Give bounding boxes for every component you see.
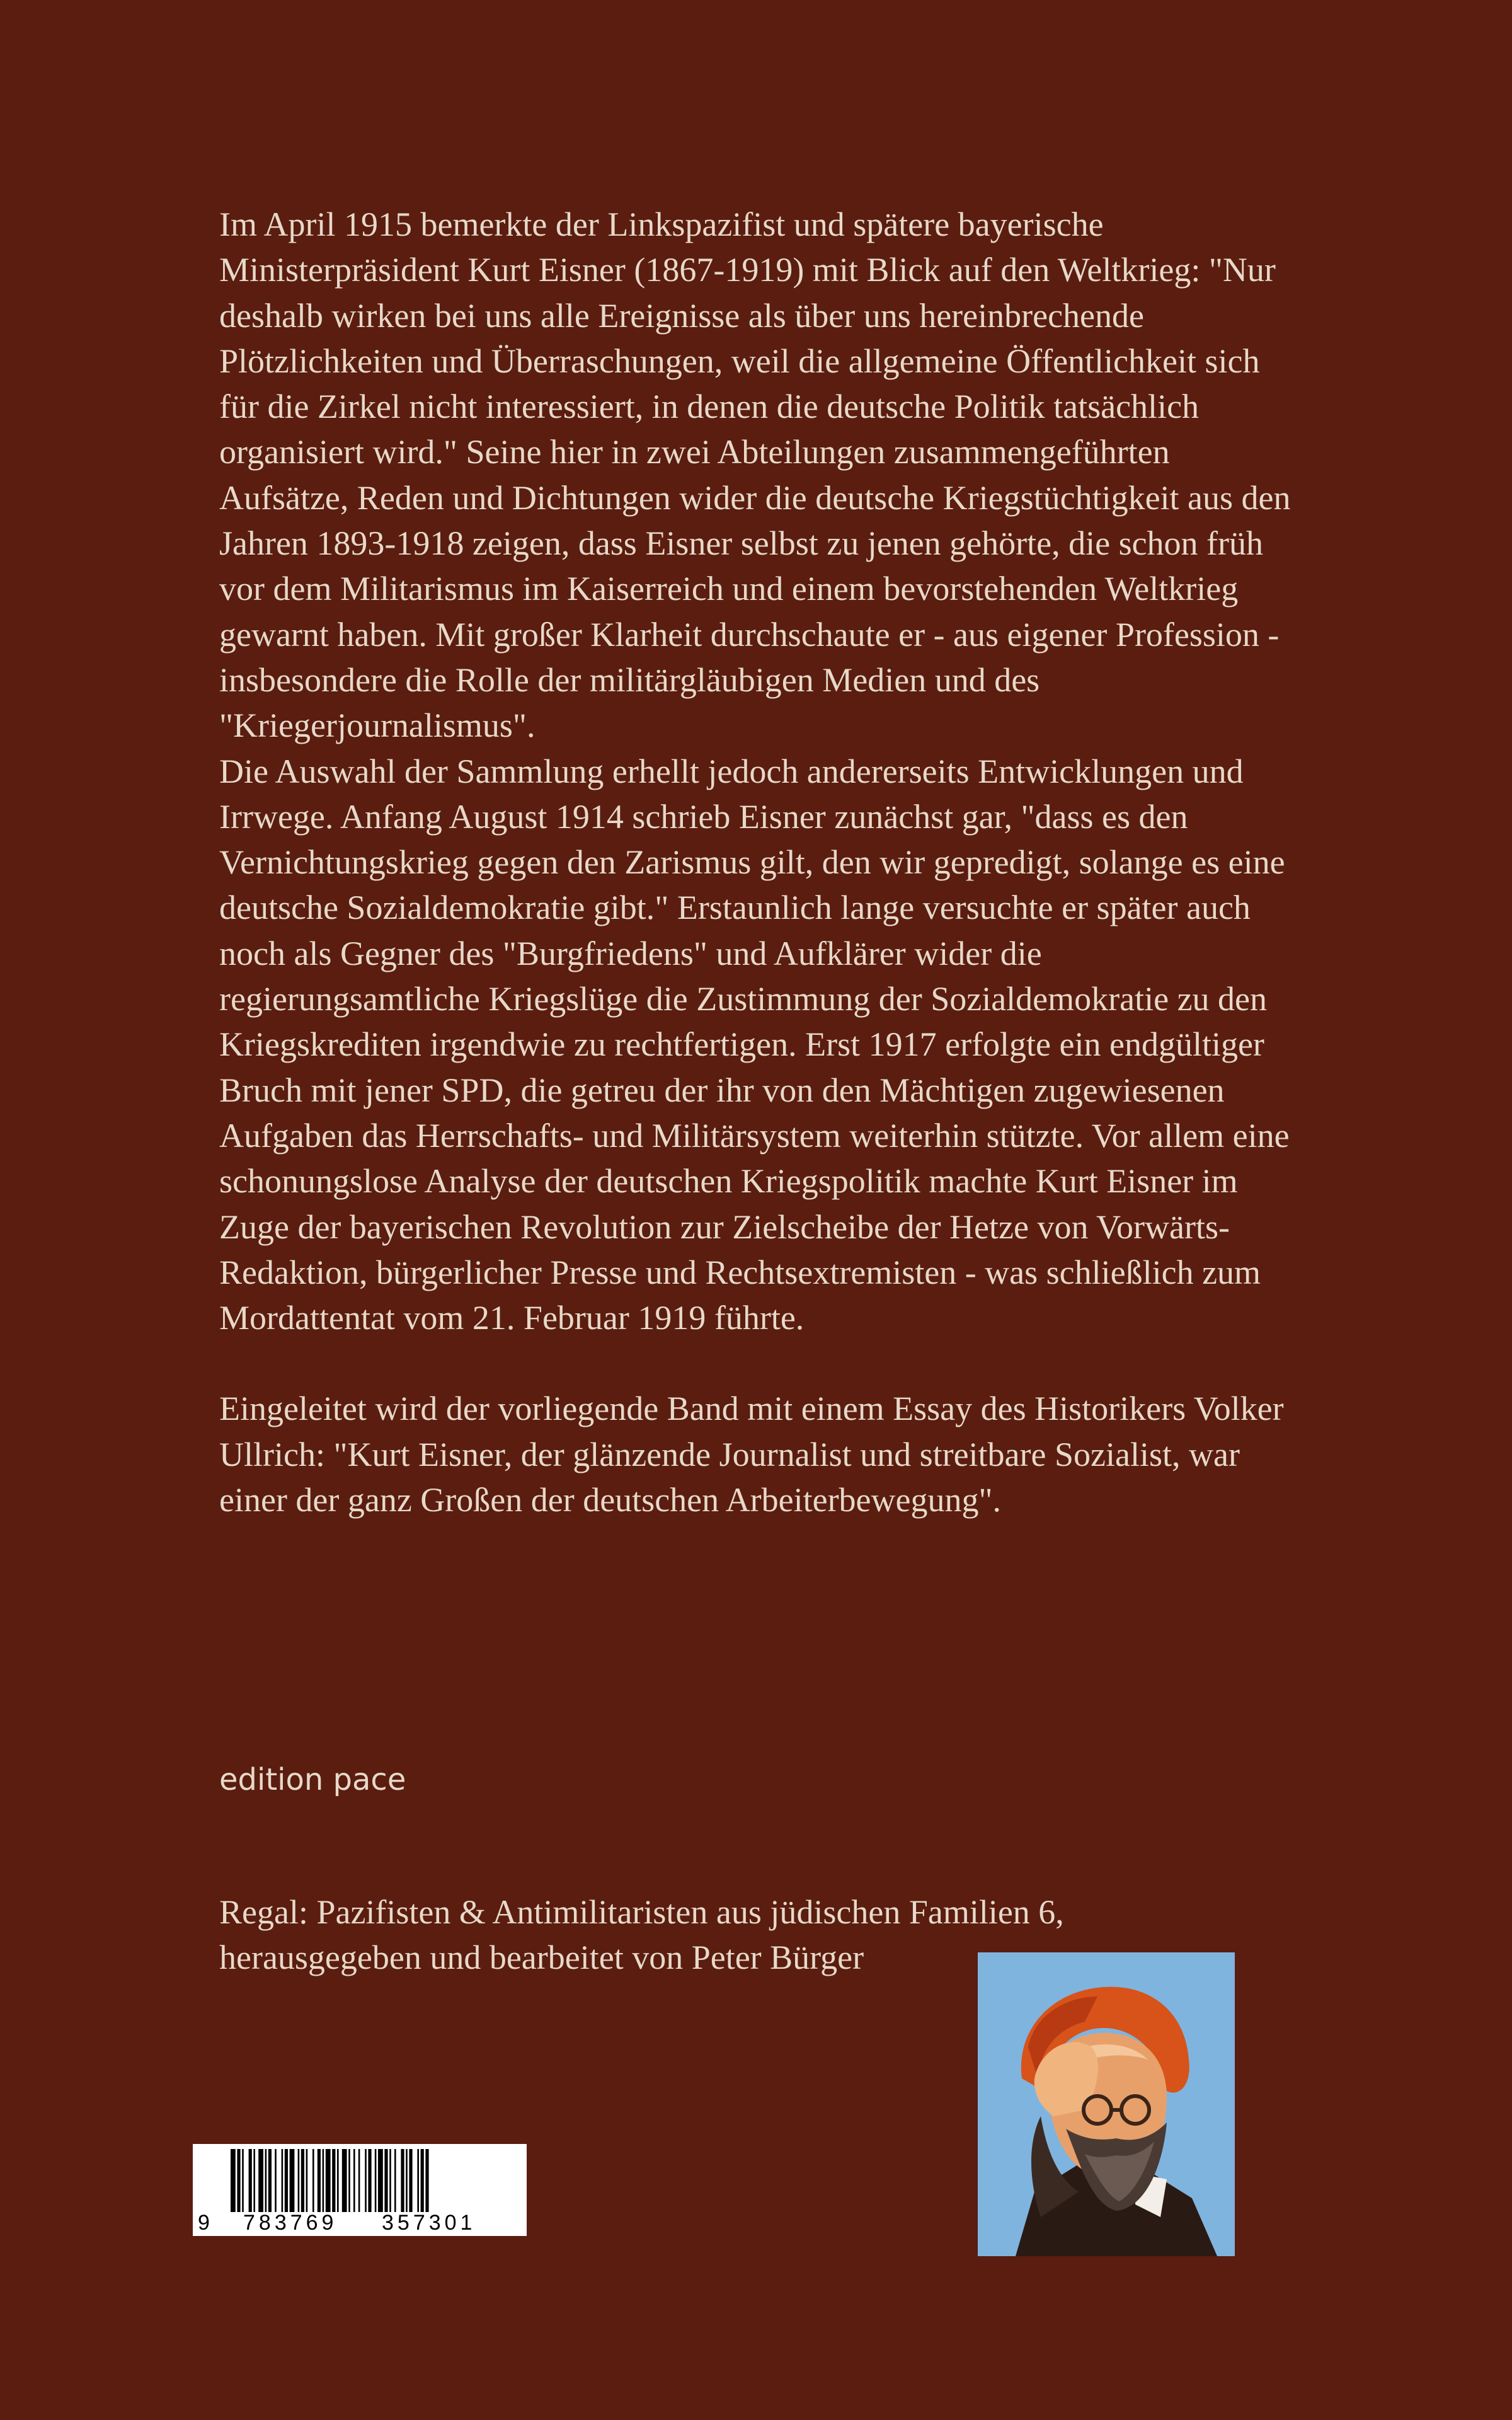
- barcode-bar: [348, 2149, 350, 2212]
- barcode-bar: [285, 2149, 288, 2212]
- barcode-bar: [265, 2149, 267, 2212]
- barcode-bar: [401, 2149, 404, 2212]
- barcode-bar: [268, 2149, 272, 2212]
- series-line-1: Regal: Pazifisten & Antimilitaristen aus jüdischen Familien 6,: [219, 1893, 1064, 1931]
- barcode-bar: [406, 2149, 408, 2212]
- barcode-bar: [301, 2149, 304, 2212]
- publisher-name: edition pace: [219, 1762, 406, 1797]
- author-portrait: [978, 1952, 1235, 2256]
- blurb-paragraph-2: Die Auswahl der Sammlung erhellt jedoch andererseits Entwicklungen und Irrwege. Anfang August 1914 schrieb Eisner zunächst gar, "dass es den Vernichtungskrieg gegen den Zarismus gilt, den wir gepredigt, solange es eine deutsche Sozialdemokratie gibt." Erstaunlich lange versuchte er später auch noch als Gegner des "Burgfriedens" und Aufklärer wider die regierungsamtliche Kriegslüge die Zustimmung der Sozialdemokratie zu den Kriegskrediten irgendwie zu rechtfertigen. Erst 1917 erfolgte ein endgültiger Bruch mit jener SPD, die getreu der ihr von den Mächtigen zugewiesenen Aufgaben das Herrschafts- und Militärsystem weiterhin stützte. Vor allem eine schonungslose Analyse der deutschen Kriegspolitik machte Kurt Eisner im Zuge der bayerischen Revolution zur Zielscheibe der Hetze von Vorwärts-Redaktion, bürgerlicher Presse und Rechtsextremisten - was schließlich zum Mordattentat vom 21. Februar 1919 führte.: [219, 752, 1290, 1337]
- barcode-bar: [378, 2149, 383, 2212]
- isbn-barcode: [193, 2144, 527, 2236]
- barcode-bar: [275, 2149, 277, 2212]
- barcode-bar: [253, 2149, 255, 2212]
- barcode-bar: [368, 2149, 371, 2212]
- barcode-bar: [384, 2149, 387, 2212]
- barcode-bar: [358, 2149, 360, 2212]
- portrait-illustration: [978, 1952, 1235, 2256]
- barcode-bar: [417, 2149, 419, 2212]
- barcode-bar: [337, 2149, 339, 2212]
- barcode-bar: [237, 2149, 240, 2212]
- barcode-bar: [298, 2149, 300, 2212]
- barcode-bar: [306, 2149, 308, 2212]
- blurb-text: [219, 202, 1303, 1523]
- barcode-bar: [375, 2149, 377, 2212]
- barcode-bar: [290, 2149, 295, 2212]
- barcode-bar: [231, 2149, 236, 2212]
- barcode-bar: [342, 2149, 347, 2212]
- barcode-bar: [425, 2149, 428, 2212]
- barcode-bar: [421, 2149, 424, 2212]
- barcode-bar: [258, 2149, 263, 2212]
- barcode-bar: [312, 2149, 314, 2212]
- series-line-2: herausgegeben und bearbeitet von Peter Bürger: [219, 1939, 864, 1977]
- barcode-bar: [353, 2149, 355, 2212]
- barcode-right-digits: 357301: [382, 2211, 476, 2235]
- barcode-bar: [242, 2149, 244, 2212]
- barcode-bar: [323, 2149, 324, 2212]
- barcode-bar: [365, 2149, 367, 2212]
- barcode-bar: [318, 2149, 321, 2212]
- barcode-bar: [282, 2149, 284, 2212]
- barcode-left-digits: 783769: [243, 2211, 338, 2235]
- barcode-first-digit: 9: [198, 2211, 210, 2235]
- barcode-graphic: [193, 2144, 527, 2236]
- blurb-paragraph-1: Im April 1915 bemerkte der Linkspazifist und spätere bayerische Ministerpräsident Kurt Eisner (1867-1919) mit Blick auf den Weltkrieg: "Nur deshalb wirken bei uns alle Ereignisse als über uns hereinbrechende Plötzlichkeiten und Überraschungen, weil die allgemeine Öffentlichkeit sich für die Zirkel nicht interessiert, in denen die deutsche Politik tatsächlich organisiert wird." Seine hier in zwei Abteilungen zusammengeführten Aufsätze, Reden und Dichtungen wider die deutsche Kriegstüchtigkeit aus den Jahren 1893-1918 zeigen, dass Eisner selbst zu jenen gehörte, die schon früh vor dem Militarismus im Kaiserreich und einem bevorstehenden Weltkrieg gewarnt haben. Mit großer Klarheit durchschaute er - aus eigener Profession - insbesondere die Rolle der militärgläubigen Medien und des "Kriegerjournalismus".: [219, 205, 1291, 745]
- barcode-bar: [409, 2149, 412, 2212]
- barcode-bar: [332, 2149, 335, 2212]
- barcode-bar: [326, 2149, 331, 2212]
- barcode-bar: [389, 2149, 391, 2212]
- barcode-bar: [394, 2149, 396, 2212]
- blurb-paragraph-3: Eingeleitet wird der vorliegende Band mit einem Essay des Historikers Volker Ullrich: "Kurt Eisner, der glänzende Journalist und streitbare Sozialist, war einer der ganz Großen der deutschen Arbeiterbewegung".: [219, 1390, 1284, 1519]
- barcode-bar: [249, 2149, 252, 2212]
